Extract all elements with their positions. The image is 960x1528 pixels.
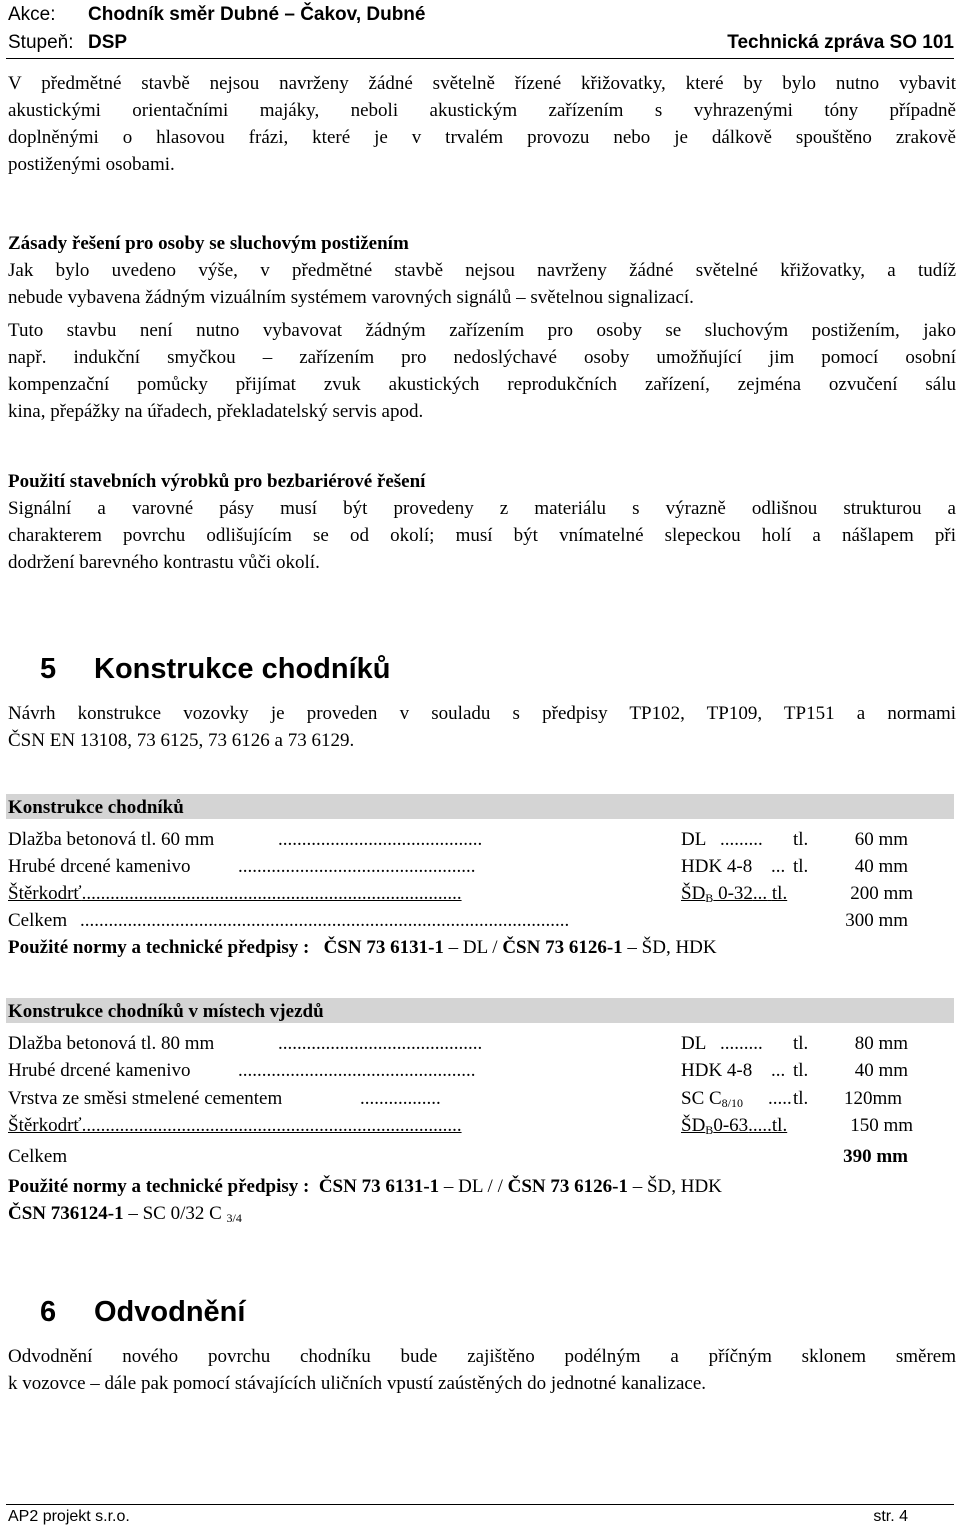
text-line: doplněnými o hlasovou frázi, které je v trvalém provozu nebo je dálkově spouštěno zrakově [8,127,956,148]
norms-label: Použité normy a technické předpisy : [8,937,310,958]
table-2-norms [8,1173,722,1200]
norm-desc: – DL / [443,937,503,958]
total-value: 300 mm [845,910,908,931]
tl-label: tl. [793,1060,809,1081]
section-6-heading [40,1295,245,1329]
text-line: charakterem povrchu odlišujícím se od okolí; musí být vnímatelné slepeckou holí a nášlapem při [8,525,956,546]
norm-desc: – SC 0/32 C [123,1203,227,1224]
layer-name: Dlažba betonová tl. 60 mm [8,829,215,850]
header-stupen [8,32,954,54]
norm-desc: – DL / / [439,1176,508,1197]
tl-label: tl. [793,856,809,877]
layer-code-underlined: $ŠD_B0-63.....tl$. 150 mm [681,1115,913,1137]
hearing-paragraph-2 [8,317,956,425]
table-row [8,1030,908,1057]
table-total-row [8,1143,908,1170]
table-row [8,826,908,853]
text-line: V předmětné stavbě nejsou navrženy žádné světelně řízené křižovatky, které by bylo nutno vybavit [8,73,956,94]
leader-dots: ... [771,1060,786,1081]
footer-page-number: str. 4 [873,1508,908,1525]
table-row [8,1112,913,1139]
document-title: Technická zpráva SO 101 [727,32,954,53]
products-heading: Použití stavebních výrobků pro bezbariérové řešení [8,471,426,492]
table-2-title: Konstrukce chodníků v místech vjezdů [6,998,954,1023]
layer-name: Hrubé drcené kamenivo [8,1060,191,1081]
section-6-text [8,1343,956,1397]
layer-code: HDK 4-8 [681,1060,753,1081]
tl-label: tl. [793,829,809,850]
intro-paragraph [8,70,956,178]
table-row [8,1085,908,1112]
layer-thickness: 60 mm [854,829,908,850]
hearing-section [8,230,956,311]
layer-code-underlined: $ŠD_B$ 0-32... tl. 200 mm [681,883,913,905]
text-line: Odvodnění nového povrchu chodníku bude zajištěno podélným a příčným sklonem směrem [8,1346,956,1367]
leader-dots: ....................................................................................................... [80,910,570,931]
text-line: postiženými osobami. [8,154,175,175]
norm-code: ČSN 73 6126-1 [507,1176,628,1197]
footer-rule [6,1504,954,1505]
table-row [8,880,913,907]
norm-code: ČSN 73 6131-1 [318,1176,440,1197]
norm-subscript: 3/4 [226,1211,242,1225]
layer-thickness: 40 mm [854,1060,908,1081]
leader-dots: .................................................. [238,856,476,877]
layer-thickness: 120mm [843,1088,902,1109]
akce-value: Chodník směr Dubné – Čakov, Dubné [88,4,426,25]
tl-label: tl. [793,1033,809,1054]
layer-thickness: 80 mm [854,1033,908,1054]
layer-code: SC $C_{8/10}$ [681,1088,744,1110]
products-section [8,468,956,576]
leader-dots: .................................................. [238,1060,476,1081]
section-5-heading [40,652,391,686]
table-2-norms-line-2 [8,1200,242,1227]
header-rule [6,58,954,59]
leader-dots: ........................................... [278,1033,483,1054]
layer-name: Hrubé drcené kamenivo [8,856,191,877]
text-line: dodržení barevného kontrastu vůči okolí. [8,552,320,573]
table-total-row [8,907,908,934]
text-line: Jak bylo uvedeno výše, v předmětné stavbě nejsou navrženy žádné světelné křižovatky, a tudíž [8,260,956,281]
section-title: Konstrukce chodníků [94,653,391,685]
total-label: Celkem [8,910,68,931]
leader-dots: ..... [768,1088,792,1109]
text-line: např. indukční smyčkou – zařízením pro nedoslýchavé osoby umožňující jim pomocí osobní [8,347,956,368]
text-line: ČSN EN 13108, 73 6125, 73 6126 a 73 6129. [8,730,355,751]
layer-code: DL [681,829,707,850]
leader-dots: ... [771,856,786,877]
akce-label: Akce: [8,4,56,25]
total-value: 390 mm [843,1146,908,1167]
text-line: kompenzační pomůcky přijímat zvuk akustických reprodukčních zařízení, zejména ozvučení sálu [8,374,956,395]
norms-label: Použité normy a technické předpisy : [8,1176,310,1197]
leader-dots: ................. [360,1088,441,1109]
leader-dots: ........................................... [278,829,483,850]
text-line: k vozovce – dále pak pomocí stávajících uličních vpustí zaústěných do jednotné kanalizace. [8,1373,706,1394]
text-line: akustickými orientačními majáky, neboli akustickým zařízením s vyhrazenými tóny případně [8,100,956,121]
footer-company: AP2 projekt s.r.o. [8,1508,130,1525]
text-line: nebude vybavena žádným vizuálním systémem varovných signálů – světelnou signalizací. [8,287,694,308]
layer-code: HDK 4-8 [681,856,753,877]
hearing-heading: Zásady řešení pro osoby se sluchovým postižením [8,233,409,254]
layer-name-underlined: Štěrkodrť................................................................................ [8,883,462,904]
table-row [8,1057,908,1084]
stupen-value: DSP [88,32,128,53]
stupen-label: Stupeň: [8,32,74,53]
leader-dots: ......... [720,1033,763,1054]
norm-code: ČSN 736124-1 [8,1203,124,1224]
section-5-intro [8,700,956,754]
layer-thickness: 40 mm [854,856,908,877]
layer-code: DL [681,1033,707,1054]
layer-name: Vrstva ze směsi stmelené cementem [8,1088,283,1109]
section-number: 5 [40,653,57,685]
layer-name: Dlažba betonová tl. 80 mm [8,1033,215,1054]
table-row [8,853,908,880]
table-1-title: Konstrukce chodníků [6,794,954,819]
tl-label: tl. [793,1088,809,1109]
layer-name-underlined: Štěrkodrť................................................................................ [8,1115,462,1136]
text-line: kina, přepážky na úřadech, překladatelský servis apod. [8,401,424,422]
table-1-norms [8,934,717,961]
total-label: Celkem [8,1146,68,1167]
text-line: Návrh konstrukce vozovky je proveden v souladu s předpisy TP102, TP109, TP151 a normami [8,703,956,724]
leader-dots: ......... [720,829,763,850]
text-line: Signální a varovné pásy musí být provedeny z materiálu s výrazně odlišnou strukturou a [8,498,956,519]
norm-code: ČSN 73 6126-1 [502,937,623,958]
norm-code: ČSN 73 6131-1 [323,937,444,958]
header-akce [8,4,426,26]
norm-desc: – ŠD, HDK [622,937,717,958]
text-line: Tuto stavbu není nutno vybavovat žádným zařízením pro osoby se sluchovým postižením, jako [8,320,956,341]
section-title: Odvodnění [94,1296,246,1328]
norm-desc: – ŠD, HDK [627,1176,722,1197]
section-number: 6 [40,1296,57,1328]
